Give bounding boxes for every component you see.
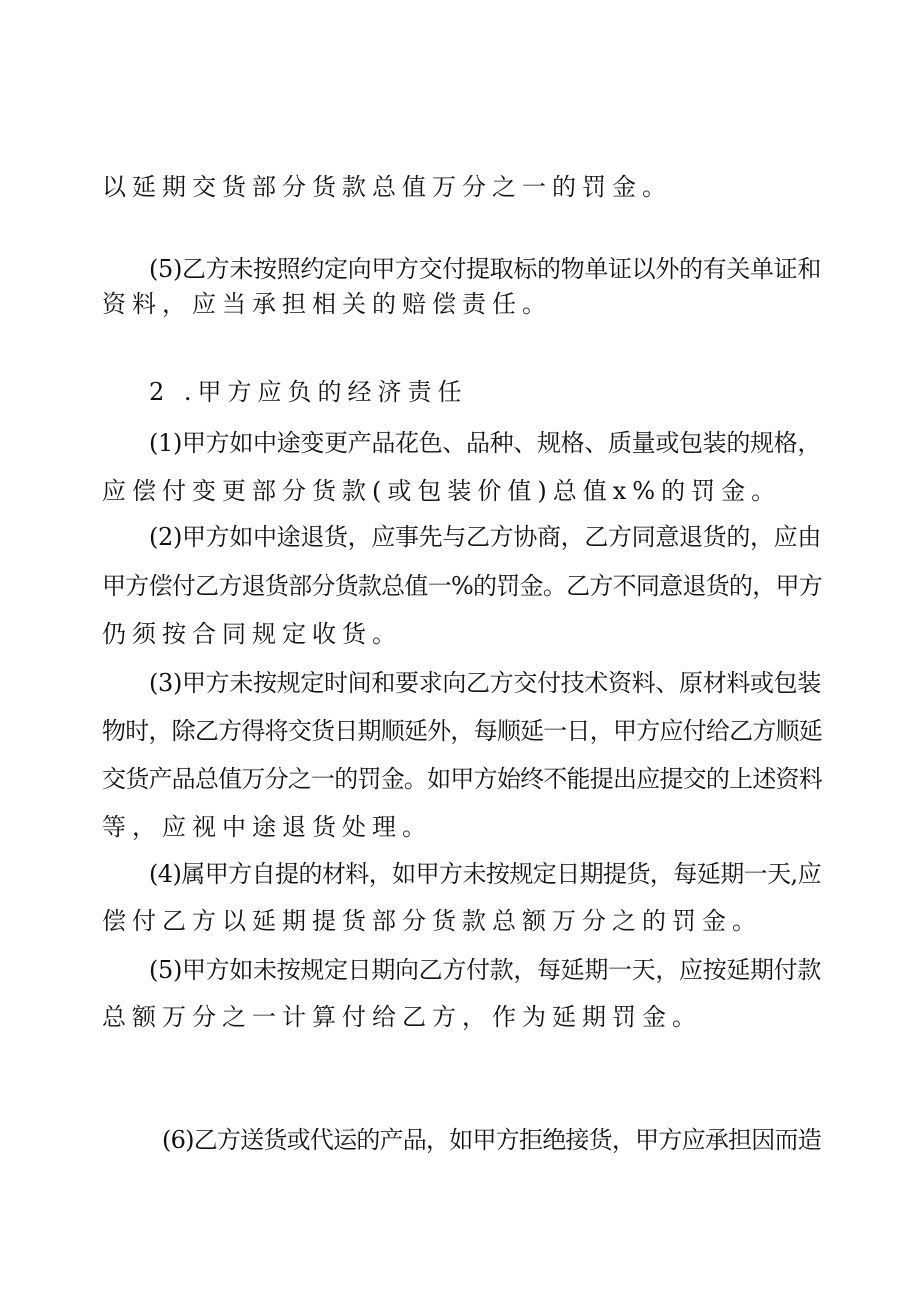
text-line-8: 甲方偿付乙方退货部分货款总值一%的罚金。乙方不同意退货的，甲方: [102, 572, 822, 600]
text-line-11: 物时，除乙方得将交货日期顺延外，每顺延一日，甲方应付给乙方顺延: [102, 717, 822, 745]
text-line-13: 等，应视中途退货处理。: [102, 813, 432, 841]
text-line-16: (5)甲方如未按规定日期向乙方付款，每延期一天，应按延期付款: [149, 956, 821, 984]
text-line-1: 以延期交货部分货款总值万分之一的罚金。: [102, 173, 672, 201]
text-line-4: 2 .甲方应负的经济责任: [149, 378, 468, 406]
text-line-3: 资料，应当承担相关的赔偿责任。: [102, 290, 552, 318]
text-line-10: (3)甲方未按规定时间和要求向乙方交付技术资料、原材料或包装: [149, 669, 821, 697]
text-line-12: 交货产品总值万分之一的罚金。如甲方始终不能提出应提交的上述资料: [102, 765, 822, 793]
text-line-9: 仍须按合同规定收货。: [102, 620, 402, 648]
text-line-2: (5)乙方未按照约定向甲方交付提取标的物单证以外的有关单证和: [149, 255, 821, 283]
text-line-17: 总额万分之一计算付给乙方，作为延期罚金。: [102, 1003, 702, 1031]
text-line-5: (1)甲方如中途变更产品花色、品种、规格、质量或包装的规格，: [149, 429, 821, 457]
text-line-7: (2)甲方如中途退货，应事先与乙方协商，乙方同意退货的，应由: [149, 523, 821, 551]
text-line-6: 应偿付变更部分货款(或包装价值)总值x%的罚金。: [102, 477, 782, 505]
text-line-14: (4)属甲方自提的材料，如甲方未按规定日期提货，每延期一天,应: [149, 860, 821, 888]
text-line-15: 偿付乙方以延期提货部分货款总额万分之的罚金。: [102, 907, 762, 935]
text-line-18: (6)乙方送货或代运的产品，如甲方拒绝接货，甲方应承担因而造: [162, 1126, 821, 1154]
